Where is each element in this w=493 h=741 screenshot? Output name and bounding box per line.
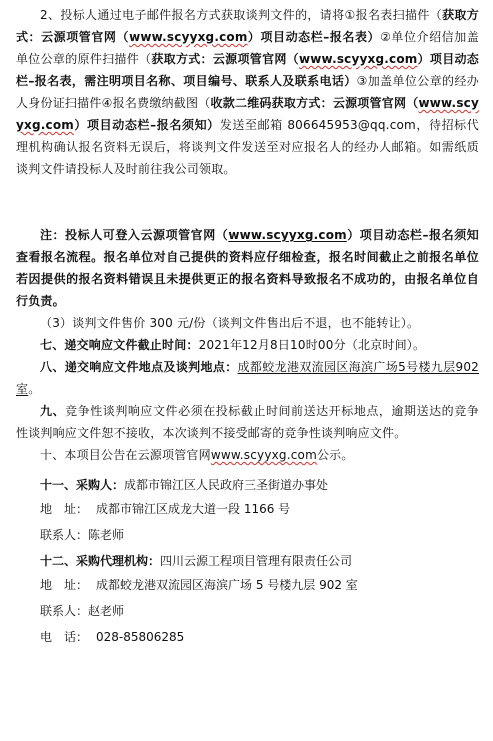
website-link-5[interactable]: www.scyyxg.com xyxy=(210,448,317,462)
purchaser-contact-line xyxy=(40,524,124,546)
purchaser-contact-label: 联系人： xyxy=(40,528,89,542)
deadline-paragraph xyxy=(16,334,479,356)
p1-letter-text: ②单位介绍信加盖单位公章的原件扫描件（ xyxy=(16,30,479,66)
p1-method2-label: 获取方式：云源项管官网（www.scyyxg.com）项目动态栏–报名表，需注明项目名称、项目编号、联系人及联系电话） xyxy=(16,52,479,88)
purchaser-address-value: 成都市锦江区成龙大道一段 1166 号 xyxy=(96,502,291,516)
purchaser-label: 十一、采购人： xyxy=(40,478,125,492)
registration-note-paragraph: 注：投标人可登入云源项管官网（www.scyyxg.com）项目动态栏–报名须知查看报名流程。报名单位对自己提供的资料应仔细检查，报名时间截止之前报名单位若因提供的报名资料错误且未提供更正的报名资料导致报名不成功的，由报名单位自行负责。 xyxy=(16,228,479,308)
location-value: 成都蛟龙港双流园区海滨广场5号楼九层902室 xyxy=(16,360,479,396)
publication-paragraph: 十、本项目公告在云源项管官网www.scyyxg.com公示。 xyxy=(40,448,354,462)
document-price-paragraph: （3）谈判文件售价 300 元/份（谈判文件售出后不退，也不能转让）。 xyxy=(40,316,420,330)
location-label: 八、递交响应文件地点及谈判地点： xyxy=(40,360,238,374)
agency-line xyxy=(40,550,352,572)
agency-address-line xyxy=(40,574,358,596)
agency-phone-line xyxy=(40,626,184,648)
agency-label: 十二、采购代理机构： xyxy=(40,554,161,568)
location-paragraph: 八、递交响应文件地点及谈判地点：成都蛟龙港双流园区海滨广场5号楼九层902室。 xyxy=(16,360,479,396)
agency-phone-label: 电 话： xyxy=(40,630,89,644)
p1-email-text: 发送至邮箱 806645953@qq.com，待招标代理机构确认报名资料无误后，将谈判文件发送至对应报名人的经办人邮箱。如需纸质谈判文件请投标人及时前往我公司领取。 xyxy=(16,118,480,176)
registration-instructions-paragraph xyxy=(16,4,479,180)
p1-method1-label: 获取方式：云源项管官网（www.scyyxg.com）项目动态栏–报名表） xyxy=(16,8,479,44)
deadline-value: 2021年12月8日10时00分（北京时间）。 xyxy=(198,338,426,352)
purchaser-address-line xyxy=(40,498,290,520)
agency-contact-value: 赵老师 xyxy=(88,604,125,618)
late-submission-paragraph: 九、竞争性谈判响应文件必须在投标截止时间前送达开标地点，逾期送达的竞争性谈判响应文件恕不接收，本次谈判不接受邮寄的竞争性谈判响应文件。 xyxy=(16,404,479,440)
purchaser-address-label: 地 址： xyxy=(40,502,89,516)
p1-intro-text: 2、投标人通过电子邮件报名方式获取谈判文件的，请将①报名表扫描件（ xyxy=(40,8,443,22)
agency-address-value: 成都蛟龙港双流园区海滨广场 5 号楼九层 902 室 xyxy=(96,578,358,592)
purchaser-value: 成都市锦江区人民政府三圣街道办事处 xyxy=(124,478,329,492)
agency-value: 四川云源工程项目管理有限责任公司 xyxy=(160,554,353,568)
deadline-label: 七、递交响应文件截止时间： xyxy=(40,338,199,352)
p1-id-text: ③加盖单位公章的经办人身份证扫描件④报名费缴纳截图（ xyxy=(16,74,479,110)
purchaser-contact-value: 陈老师 xyxy=(88,528,125,542)
website-link-2[interactable]: www.scyyxg.com xyxy=(298,52,418,66)
website-link-3[interactable]: www.scyyxg.com xyxy=(16,96,479,132)
website-link-4[interactable]: www.scyyxg.com xyxy=(228,228,347,242)
purchaser-line xyxy=(40,474,328,496)
p1-method3-label: 收款二维码获取方式：云源项管官网（www.scyyxg.com）项目动态栏–报名须知） xyxy=(16,96,479,132)
agency-phone-value: 028-85806285 xyxy=(96,630,185,644)
agency-contact-label: 联系人： xyxy=(40,604,89,618)
agency-contact-line xyxy=(40,600,124,622)
agency-address-label: 地 址： xyxy=(40,578,89,592)
website-link-1[interactable]: www.scyyxg.com xyxy=(129,30,248,44)
